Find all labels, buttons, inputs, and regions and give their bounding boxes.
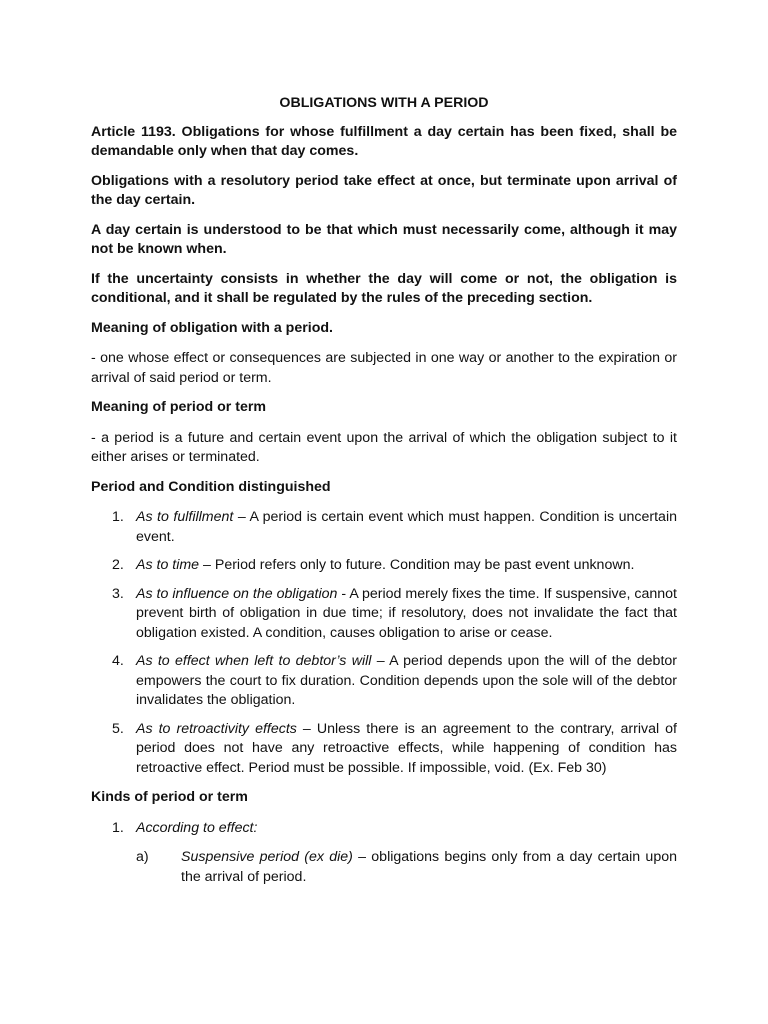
list-number: 3.	[112, 585, 124, 602]
list-text: Period refers only to future. Condition may be past event unknown.	[214, 557, 635, 573]
list-text: A period is certain event which must happen. Condition is uncertain event.	[136, 509, 677, 545]
list-text: A period depends upon the will of the debtor empowers the court to fix duration. Condition depends upon the sole will of the debtor invalidates the obligation.	[136, 653, 678, 708]
kinds-heading: Kinds of period or term	[91, 789, 248, 805]
list-item	[91, 508, 677, 547]
list-item	[91, 720, 677, 779]
list-item	[91, 652, 677, 711]
sublist-term: Suspensive period (ex die)	[181, 849, 353, 865]
list-number: 1.	[112, 509, 124, 525]
list-separator: –	[199, 557, 215, 573]
meaning-period-heading: Meaning of period or term	[91, 399, 266, 415]
list-term: As to fulfillment	[136, 509, 234, 525]
list-term: As to influence on the obligation	[136, 585, 338, 602]
list-number: 1.	[112, 819, 124, 836]
distinguished-list	[91, 508, 677, 778]
list-separator: –	[233, 509, 250, 525]
list-number: 2.	[112, 557, 124, 573]
list-term: As to time	[136, 557, 200, 573]
list-text: A period merely fixes the time. If suspensive, cannot prevent birth of obligation in due time; if resolutory, does not invalidate the fact that obligation existed. A condition, causes obligation to arise or cease.	[136, 585, 677, 641]
distinguished-heading: Period and Condition distinguished	[91, 478, 331, 495]
meaning-period-text: - a period is a future and certain event upon the arrival of which the obligation subject to it either arises or terminated.	[91, 429, 677, 465]
meaning-obligation-text: - one whose effect or consequences are subjected in one way or another to the expiration or arrival of said period or term.	[91, 350, 677, 386]
meaning-obligation-heading: Meaning of obligation with a period.	[91, 319, 333, 336]
article-paragraph-3: A day certain is understood to be that which must necessarily come, although it may not be known when.	[91, 221, 677, 257]
list-separator: -	[337, 585, 350, 602]
list-term: According to effect:	[136, 819, 258, 836]
sublist-separator: –	[352, 849, 372, 865]
document-page	[91, 94, 677, 897]
sublist-item	[136, 848, 677, 887]
list-term: As to retroactivity effects	[136, 720, 297, 737]
list-text: Unless there is an agreement to the contrary, arrival of period does not have any retroactive effects, while happening of condition has retroactive effect. Period must be possible. If impossible, void. (Ex. Feb 30)	[136, 720, 677, 776]
article-paragraph-2: Obligations with a resolutory period take effect at once, but terminate upon arrival of the day certain.	[91, 172, 677, 208]
list-item	[91, 556, 677, 576]
kinds-list	[91, 819, 677, 888]
list-number: 4.	[112, 653, 124, 669]
document-title: OBLIGATIONS WITH A PERIOD	[279, 95, 489, 111]
list-item	[91, 585, 677, 644]
article-paragraph-4: If the uncertainty consists in whether the day will come or not, the obligation is conditional, and it shall be regulated by the rules of the preceding section.	[91, 270, 677, 306]
sublist-text: obligations begins only from a day certain upon the arrival of period.	[181, 849, 677, 885]
sublist-letter: a)	[136, 849, 149, 865]
list-separator: –	[296, 720, 317, 737]
list-term: As to effect when left to debtor’s will	[136, 653, 372, 669]
list-number: 5.	[112, 720, 124, 737]
article-paragraph-1: Article 1193. Obligations for whose fulfillment a day certain has been fixed, shall be demandable only when that day comes.	[91, 123, 677, 159]
list-item	[91, 819, 677, 888]
kinds-sublist	[136, 848, 677, 887]
list-separator: –	[371, 653, 390, 669]
